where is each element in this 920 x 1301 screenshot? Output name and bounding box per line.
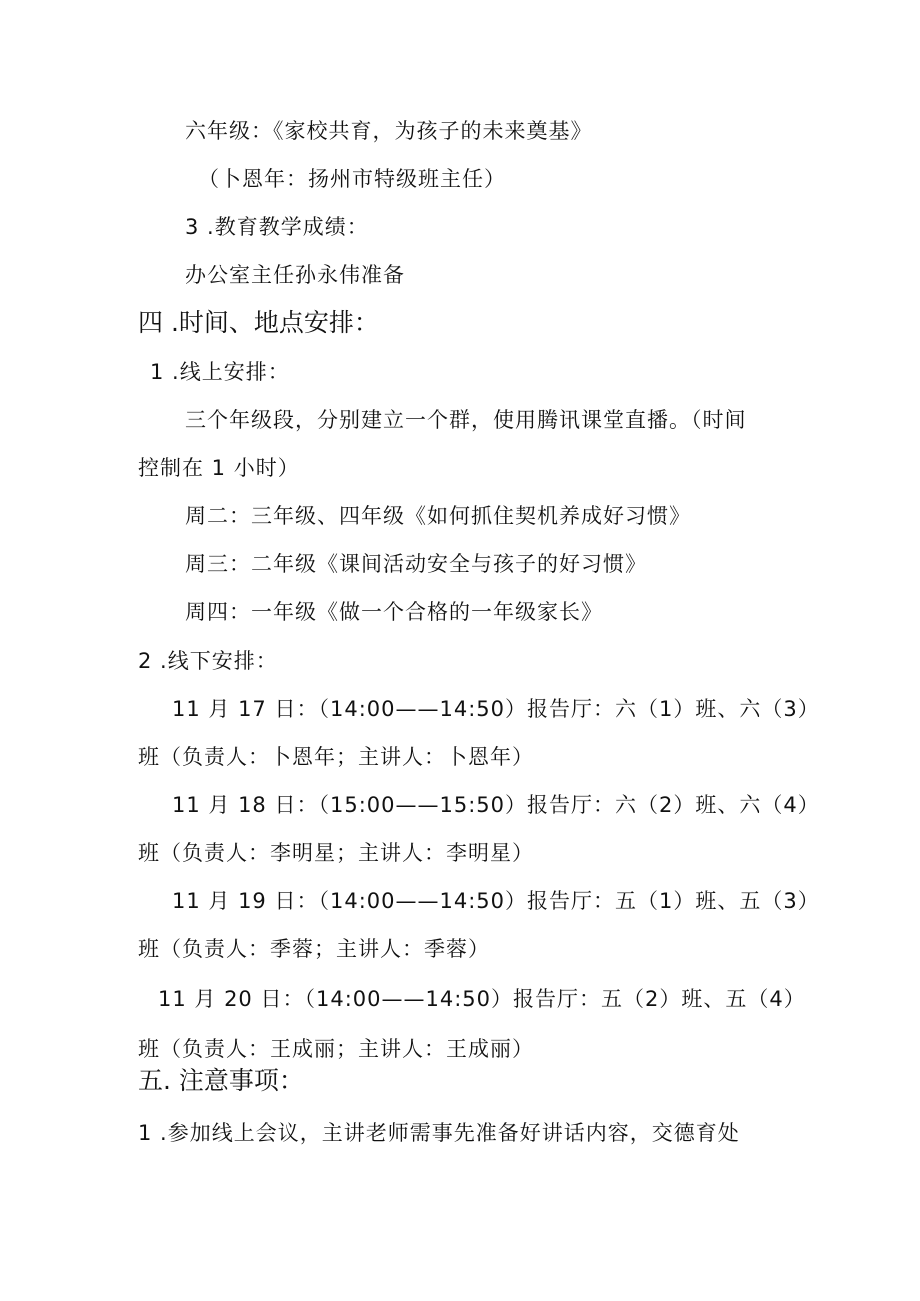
heading-section-four: 四 .时间、地点安排： (138, 308, 379, 337)
line-nov18-a: 11 月 18 日：（15:00——15:50）报告厅：六（2）班、六（4） (172, 793, 820, 817)
line-nov19-a: 11 月 19 日：（14:00——14:50）报告厅：五（1）班、五（3） (172, 889, 820, 913)
line-nov17-a: 11 月 17 日：（14:00——14:50）报告厅：六（1）班、六（3） (172, 697, 820, 721)
line-thursday: 周四：一年级《做一个合格的一年级家长》 (185, 600, 603, 624)
line-online-heading: 1 .线上安排： (150, 360, 290, 384)
line-nov18-b: 班（负责人：李明星；主讲人：李明星） (138, 841, 534, 865)
line-online-desc-2: 控制在 1 小时） (138, 456, 300, 480)
line-notice-1: 1 .参加线上会议，主讲老师需事先准备好讲话内容，交德育处 (138, 1121, 740, 1145)
line-tuesday: 周二：三年级、四年级《如何抓住契机养成好习惯》 (185, 504, 691, 528)
line-wednesday: 周三：二年级《课间活动安全与孩子的好习惯》 (185, 552, 647, 576)
line-office-director: 办公室主任孙永伟准备 (185, 263, 405, 287)
line-section-3-heading: 3 .教育教学成绩： (185, 215, 369, 239)
line-nov20-a: 11 月 20 日：（14:00——14:50）报告厅：五（2）班、五（4） (158, 987, 806, 1011)
heading-section-five: 五. 注意事项： (138, 1066, 304, 1095)
line-grade-six-speaker: （卜恩年：扬州市特级班主任） (198, 167, 506, 191)
line-grade-six-topic: 六年级：《家校共育，为孩子的未来奠基》 (185, 119, 593, 143)
line-nov17-b: 班（负责人：卜恩年；主讲人：卜恩年） (138, 745, 534, 769)
line-offline-heading: 2 .线下安排： (138, 649, 278, 673)
line-online-desc-1: 三个年级段，分别建立一个群，使用腾讯课堂直播。（时间 (185, 408, 747, 432)
line-nov20-b: 班（负责人：王成丽；主讲人：王成丽） (138, 1037, 534, 1061)
line-nov19-b: 班（负责人：季蓉；主讲人：季蓉） (138, 937, 490, 961)
